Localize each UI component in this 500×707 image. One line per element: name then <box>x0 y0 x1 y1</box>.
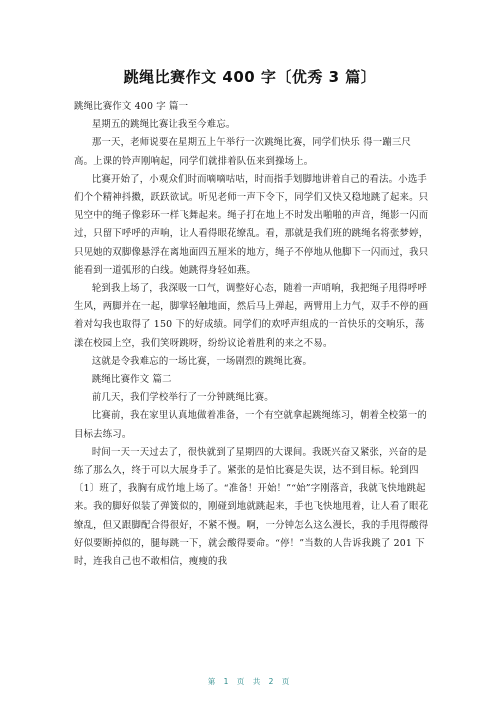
document-body <box>74 98 430 571</box>
paragraph: 比赛前，我在家里认真地做着准备，一个有空就拿起跳绳练习，朝着全校第一的目标去练习。 <box>74 410 427 440</box>
paragraph: 这就是令我难忘的一场比赛，一场剧烈的跳绳比赛。 <box>91 355 313 367</box>
section-heading-1: 跳绳比赛作文 400 字 篇一 <box>74 101 189 112</box>
paragraph: 前几天，我们学校举行了一分钟跳绳比赛。 <box>91 392 274 404</box>
section-heading-2: 跳绳比赛作文 篇二 <box>91 374 172 386</box>
paragraph: 那一天，老师说要在星期五上午举行一次跳绳比赛，同学们快乐 得一蹦三尺高。上课的铃声刚响起，同学们就排着队伍来到操场上。 <box>74 137 412 167</box>
page-footer: 第 1 页 共 2 页 <box>207 677 293 686</box>
paragraph: 时间一天一天过去了，很快就到了星期四的大课间。我既兴奋又紧张，兴奋的是练了那么久，终于可以大展身手了。紧张的是怕比赛是失误，达不到目标。轮到四〔1〕班了，我胸有成竹地上场了。“准备！开始！”“始”字刚落音，我就飞快地跳起来。我的脚好似装了弹簧似的，刚碰到地就跳起来，手也飞快地甩着，让人看了眼花缭乱，但又跟脚配合得很好，不紧不慢。啊，一分钟怎么这么漫长，我的手甩得酸得好似要断掉似的，腿每跳一下，就会酸得要命。“停！”当数的人告诉我跳了 201 下时，连我自己也不敢相信，瘦瘦的我 <box>74 446 429 568</box>
paragraph: 星期五的跳绳比赛让我至今难忘。 <box>91 119 236 131</box>
paragraph: 轮到我上场了，我深吸一口气，调整好心态，随着一声哨响，我把绳子甩得呼呼生风，两脚并在一起，脚掌轻触地面，然后马上弹起，两臂用上力气，双手不停的画着对勾我也取得了 150 下的好成绩。同学们的欢呼声组成的一首快乐的交响乐，荡漾在校园上空，我们笑呀跳呀，纷纷议论着胜利的来之不易。 <box>74 283 429 349</box>
paragraph: 比赛开始了，小观众们时而嘀嘀咕咕，时而指手划脚地讲着自己的看法。小选手们个个精神抖擞，跃跃欲试。听见老师一声下令下，同学们又快又稳地跳了起来。只见空中的绳子像彩环一样飞舞起来。绳子打在地上不时发出啪啪的声音，绳影一闪而过，只留下呼呼的声响，让人看得眼花缭乱。看，那就是我们班的跳绳名将张梦婷，只见她的双脚像悬浮在离地面四五厘米的地方，绳子不停地从他脚下一闪而过，我只能看到一道弧形的白线。她跳得身轻如燕。 <box>74 173 429 276</box>
document-title: 跳绳比赛作文 400 字〔优秀 3 篇〕 <box>123 68 377 86</box>
